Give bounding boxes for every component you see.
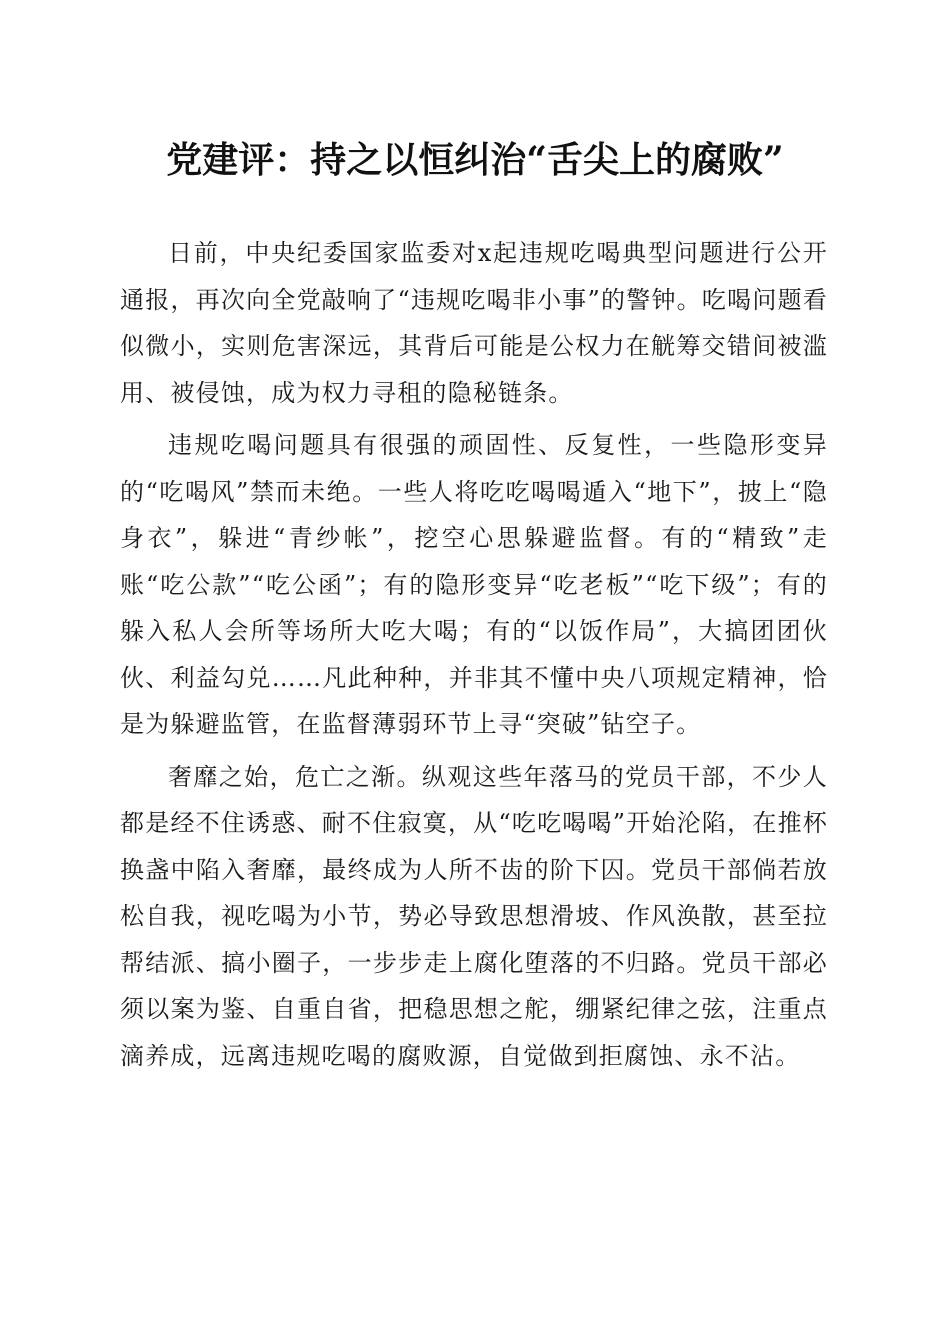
article-body bbox=[120, 230, 828, 1085]
paragraph-3: 奢靡之始，危亡之渐。纵观这些年落马的党员干部，不少人都是经不住诱惑、耐不住寂寞，从“吃吃喝喝”开始沦陷，在推杯换盏中陷入奢靡，最终成为人所不齿的阶下囚。党员干部倘若放松自我，视吃喝为小节，势必导致思想滑坡、作风涣散，甚至拉帮结派、搞小圈子，一步步走上腐化堕落的不归路。党员干部必须以案为鉴、自重自省，把稳思想之舵，绷紧纪律之弦，注重点滴养成，远离违规吃喝的腐败源，自觉做到拒腐蚀、永不沾。 bbox=[120, 762, 828, 1070]
paragraph-2: 违规吃喝问题具有很强的顽固性、反复性，一些隐形变异的“吃喝风”禁而未绝。一些人将吃吃喝喝遁入“地下”，披上“隐身衣”，躲进“青纱帐”，挖空心思躲避监督。有的“精致”走账“吃公款”“吃公函”；有的隐形变异“吃老板”“吃下级”；有的躲入私人会所等场所大吃大喝；有的“以饭作局”，大搞团团伙伙、利益勾兑……凡此种种，并非其不懂中央八项规定精神，恰是为躲避监管，在监督薄弱环节上寻“突破”钻空子。 bbox=[120, 431, 828, 738]
page-title: 党建评：持之以恒纠治“舌尖上的腐败” bbox=[166, 139, 784, 181]
paragraph-1: 日前，中央纪委国家监委对x起违规吃喝典型问题进行公开通报，再次向全党敲响了“违规吃喝非小事”的警钟。吃喝问题看似微小，实则危害深远，其背后可能是公权力在觥筹交错间被滥用、被侵蚀，成为权力寻租的隐秘链条。 bbox=[120, 239, 828, 407]
